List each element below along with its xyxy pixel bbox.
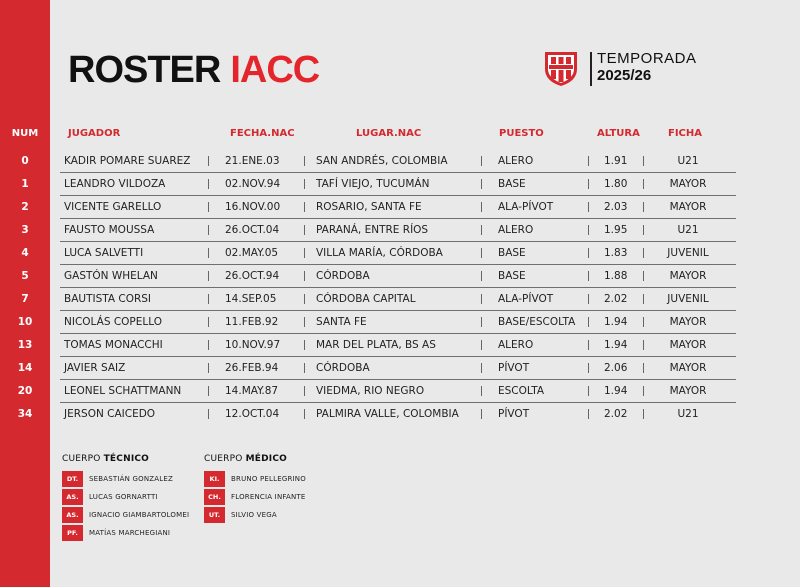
cell-num: 34 xyxy=(17,408,33,420)
cell-date: 14.SEP.05 xyxy=(225,293,277,305)
cell-alt: 1.80 xyxy=(604,178,628,190)
cell-place: SANTA FE xyxy=(316,316,367,328)
iacc-crest-icon xyxy=(543,49,579,87)
cell-pos: PÍVOT xyxy=(498,408,530,420)
cell-date: 14.MAY.87 xyxy=(225,385,279,397)
cell-ficha: U21 xyxy=(677,155,699,167)
cell-pos: PÍVOT xyxy=(498,362,530,374)
cell-alt: 1.83 xyxy=(604,247,628,259)
cell-name: LUCA SALVETTI xyxy=(64,247,144,259)
cell-alt: 1.94 xyxy=(604,339,628,351)
col-separator xyxy=(643,179,644,189)
cell-pos: ALA-PÍVOT xyxy=(498,201,554,213)
col-separator xyxy=(481,225,482,235)
staff-name: MATÍAS MARCHEGIANI xyxy=(89,529,171,537)
cell-ficha: MAYOR xyxy=(669,362,707,374)
cell-alt: 1.88 xyxy=(604,270,628,282)
header-puesto: PUESTO xyxy=(499,128,544,139)
col-separator xyxy=(481,386,482,396)
col-separator xyxy=(588,409,589,419)
col-separator xyxy=(481,271,482,281)
col-separator xyxy=(208,294,209,304)
table-row xyxy=(0,265,736,288)
staff-name: LUCAS GORNARTTI xyxy=(89,493,158,501)
col-separator xyxy=(304,271,305,281)
table-row xyxy=(0,173,736,196)
table-row xyxy=(0,357,736,380)
col-separator xyxy=(643,271,644,281)
header-ficha: FICHA xyxy=(668,128,702,139)
table-row xyxy=(0,196,736,219)
staff-name: SEBASTIÁN GONZALEZ xyxy=(89,475,173,483)
col-separator xyxy=(481,363,482,373)
role-badge: UT. xyxy=(204,507,225,523)
col-separator xyxy=(481,317,482,327)
cell-pos: ALA-PÍVOT xyxy=(498,293,554,305)
cell-ficha: JUVENIL xyxy=(667,293,709,305)
cell-place: VILLA MARÍA, CÓRDOBA xyxy=(316,247,443,259)
title-roster: ROSTER xyxy=(68,49,221,91)
season-divider xyxy=(590,52,592,86)
col-separator xyxy=(208,271,209,281)
role-badge: PF. xyxy=(62,525,83,541)
cell-alt: 1.91 xyxy=(604,155,628,167)
cell-place: PALMIRA VALLE, COLOMBIA xyxy=(316,408,459,420)
cell-date: 12.OCT.04 xyxy=(225,408,280,420)
cell-alt: 2.02 xyxy=(604,408,628,420)
table-row xyxy=(0,380,736,403)
cell-pos: BASE xyxy=(498,247,526,259)
cell-place: CÓRDOBA CAPITAL xyxy=(316,293,416,305)
cell-place: MAR DEL PLATA, BS AS xyxy=(316,339,436,351)
role-badge: AS. xyxy=(62,507,83,523)
cuerpo-tecnico-title-a: CUERPO xyxy=(62,454,101,464)
cell-ficha: U21 xyxy=(677,408,699,420)
staff-name: SILVIO VEGA xyxy=(231,511,277,519)
cell-name: JERSON CAICEDO xyxy=(64,408,156,420)
cell-alt: 2.03 xyxy=(604,201,628,213)
table-row xyxy=(0,403,736,426)
col-separator xyxy=(208,386,209,396)
cell-num: 20 xyxy=(17,385,33,397)
col-separator xyxy=(643,363,644,373)
col-separator xyxy=(304,156,305,166)
col-separator xyxy=(588,179,589,189)
season-year: 2025/26 xyxy=(597,67,652,84)
col-separator xyxy=(304,363,305,373)
staff-name: FLORENCIA INFANTE xyxy=(231,493,306,501)
col-separator xyxy=(643,294,644,304)
cell-num: 14 xyxy=(17,362,33,374)
cell-place: TAFÍ VIEJO, TUCUMÁN xyxy=(316,178,430,190)
cell-place: CÓRDOBA xyxy=(316,270,370,282)
cell-place: ROSARIO, SANTA FE xyxy=(316,201,422,213)
staff-name: BRUNO PELLEGRINO xyxy=(231,475,306,483)
cell-num: 2 xyxy=(21,201,29,213)
col-separator xyxy=(481,340,482,350)
cell-ficha: MAYOR xyxy=(669,339,707,351)
col-separator xyxy=(208,225,209,235)
cell-alt: 2.02 xyxy=(604,293,628,305)
col-separator xyxy=(588,225,589,235)
cell-ficha: U21 xyxy=(677,224,699,236)
cell-pos: BASE xyxy=(498,270,526,282)
header-num: NUM xyxy=(11,128,39,139)
col-separator xyxy=(208,317,209,327)
cell-name: VICENTE GARELLO xyxy=(64,201,162,213)
cell-date: 26.FEB.94 xyxy=(225,362,279,374)
col-separator xyxy=(304,179,305,189)
col-separator xyxy=(208,248,209,258)
cell-ficha: JUVENIL xyxy=(667,247,709,259)
cell-alt: 2.06 xyxy=(604,362,628,374)
cell-name: JAVIER SAIZ xyxy=(64,362,126,374)
cell-date: 11.FEB.92 xyxy=(225,316,279,328)
cell-num: 10 xyxy=(17,316,33,328)
cell-ficha: MAYOR xyxy=(669,178,707,190)
col-separator xyxy=(588,386,589,396)
cell-num: 3 xyxy=(21,224,29,236)
cell-name: LEONEL SCHATTMANN xyxy=(64,385,182,397)
cell-name: BAUTISTA CORSI xyxy=(64,293,152,305)
col-separator xyxy=(643,340,644,350)
col-separator xyxy=(643,409,644,419)
col-separator xyxy=(208,409,209,419)
col-separator xyxy=(208,363,209,373)
page-title xyxy=(68,50,319,90)
cell-alt: 1.94 xyxy=(604,385,628,397)
col-separator xyxy=(481,202,482,212)
cuerpo-medico-title-a: CUERPO xyxy=(204,454,243,464)
cell-place: SAN ANDRÉS, COLOMBIA xyxy=(316,155,448,167)
cell-ficha: MAYOR xyxy=(669,316,707,328)
cell-alt: 1.95 xyxy=(604,224,628,236)
cell-pos: ALERO xyxy=(498,339,534,351)
table-row xyxy=(0,219,736,242)
col-separator xyxy=(643,202,644,212)
cell-num: 1 xyxy=(21,178,29,190)
cell-ficha: MAYOR xyxy=(669,385,707,397)
cell-name: LEANDRO VILDOZA xyxy=(64,178,166,190)
col-separator xyxy=(588,202,589,212)
cuerpo-tecnico-title xyxy=(62,454,149,464)
role-badge: AS. xyxy=(62,489,83,505)
cell-name: KADIR POMARE SUAREZ xyxy=(64,155,191,167)
col-separator xyxy=(304,409,305,419)
table-row xyxy=(0,334,736,357)
cell-pos: ALERO xyxy=(498,155,534,167)
cell-date: 26.OCT.94 xyxy=(225,270,280,282)
staff-name: IGNACIO GIAMBARTOLOMEI xyxy=(89,511,190,519)
header-altura: ALTURA xyxy=(597,128,640,139)
role-badge: DT. xyxy=(62,471,83,487)
cell-place: PARANÁ, ENTRE RÍOS xyxy=(316,224,429,236)
cuerpo-tecnico-title-b: TÉCNICO xyxy=(103,454,150,464)
col-separator xyxy=(588,156,589,166)
cell-pos: ALERO xyxy=(498,224,534,236)
col-separator xyxy=(588,340,589,350)
header-fecha: FECHA.NAC xyxy=(230,128,295,139)
cell-num: 0 xyxy=(21,155,29,167)
col-separator xyxy=(588,317,589,327)
season-label: TEMPORADA xyxy=(597,50,697,67)
cell-num: 13 xyxy=(17,339,33,351)
col-separator xyxy=(304,294,305,304)
col-separator xyxy=(481,156,482,166)
col-separator xyxy=(304,317,305,327)
role-badge: KI. xyxy=(204,471,225,487)
col-separator xyxy=(208,202,209,212)
cell-date: 02.MAY.05 xyxy=(225,247,279,259)
header-lugar: LUGAR.NAC xyxy=(356,128,422,139)
cell-name: GASTÓN WHELAN xyxy=(64,270,158,282)
cell-date: 26.OCT.04 xyxy=(225,224,280,236)
cell-num: 5 xyxy=(21,270,29,282)
header-jugador: JUGADOR xyxy=(68,128,121,139)
cell-alt: 1.94 xyxy=(604,316,628,328)
table-row xyxy=(0,288,736,311)
cell-name: NICOLÁS COPELLO xyxy=(64,316,162,328)
cell-ficha: MAYOR xyxy=(669,270,707,282)
cell-name: FAUSTO MOUSSA xyxy=(64,224,155,236)
cuerpo-medico-title-b: MÉDICO xyxy=(245,454,287,464)
col-separator xyxy=(643,317,644,327)
cuerpo-medico-title xyxy=(204,454,287,464)
col-separator xyxy=(643,248,644,258)
cell-pos: BASE/ESCOLTA xyxy=(498,316,576,328)
col-separator xyxy=(481,294,482,304)
col-separator xyxy=(208,179,209,189)
col-separator xyxy=(643,156,644,166)
season-block xyxy=(597,50,697,84)
title-iacc: IACC xyxy=(230,49,320,91)
col-separator xyxy=(208,340,209,350)
col-separator xyxy=(208,156,209,166)
col-separator xyxy=(304,248,305,258)
cell-date: 02.NOV.94 xyxy=(225,178,281,190)
col-separator xyxy=(304,340,305,350)
cell-ficha: MAYOR xyxy=(669,201,707,213)
cell-num: 4 xyxy=(21,247,29,259)
cell-date: 21.ENE.03 xyxy=(225,155,280,167)
col-separator xyxy=(588,271,589,281)
col-separator xyxy=(304,386,305,396)
cell-date: 10.NOV.97 xyxy=(225,339,281,351)
role-badge: CH. xyxy=(204,489,225,505)
cell-pos: ESCOLTA xyxy=(498,385,545,397)
cell-name: TOMAS MONACCHI xyxy=(64,339,163,351)
cell-num: 7 xyxy=(21,293,29,305)
cell-place: CÓRDOBA xyxy=(316,362,370,374)
col-separator xyxy=(481,248,482,258)
col-separator xyxy=(588,248,589,258)
col-separator xyxy=(481,409,482,419)
table-row xyxy=(0,150,736,173)
table-row xyxy=(0,311,736,334)
cell-place: VIEDMA, RIO NEGRO xyxy=(316,385,425,397)
col-separator xyxy=(643,386,644,396)
cell-date: 16.NOV.00 xyxy=(225,201,281,213)
table-row xyxy=(0,242,736,265)
col-separator xyxy=(304,225,305,235)
col-separator xyxy=(643,225,644,235)
col-separator xyxy=(304,202,305,212)
col-separator xyxy=(588,294,589,304)
cell-pos: BASE xyxy=(498,178,526,190)
col-separator xyxy=(481,179,482,189)
col-separator xyxy=(588,363,589,373)
